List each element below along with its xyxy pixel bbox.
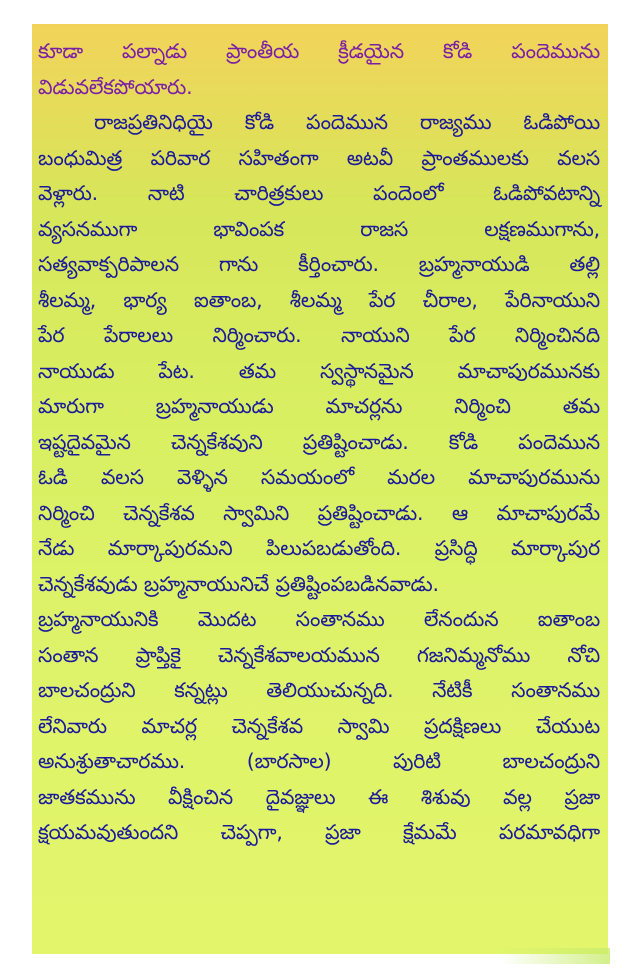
text-line: బ్రహ్మనాయునికి మొదట సంతానము లేనందున ఐతాంబ [38,607,600,631]
text-line: బాలచంద్రుని కన్నట్లు తెలియుచున్నది. నేటికీ సంతానము [38,678,600,702]
text-line: నాయుడు పేట. తమ స్వస్థానమైన మాచాపురమునకు [38,358,600,383]
text-line: బంధుమిత్ర పరివార సహితంగా అటవీ ప్రాంతములకు వలస [38,145,600,170]
text-line: పేర పేరాలలు నిర్మించారు. నాయుని పేర నిర్మించినది [38,323,600,347]
text-line: మారుగా బ్రహ్మనాయుడు మాచర్లను నిర్మించి తమ [38,394,600,418]
text-line: అనుశ్రుతాచారము. (బారసాల) పురిటి బాలచంద్రుని [38,749,600,773]
text-line: శీలమ్మ, భార్య ఐతాంబ, శీలమ్మ పేర చీరాల, పేరినాయుని [38,287,600,312]
text-line: ఓడి వలస వెళ్ళిన సమయంలో మరల మాచాపురమును [38,465,600,489]
text-line: వెళ్లారు. నాటి చారిత్రకులు పందెంలో ఓడిపోవటాన్ని [38,181,600,205]
text-line: విడువలేకపోయారు. [38,74,193,99]
text-line: కూడా పల్నాడు ప్రాంతీయ క్రీడయైన కోడి పందెమును [38,39,600,63]
text-line: జాతకమును వీక్షించిన దైవజ్ఞులు ఈ శిశువు వల్ల ప్రజా [38,784,600,809]
text-line: లేనివారు మాచర్ల చెన్నకేశవ స్వామి ప్రదక్షిణలు చేయుట [38,713,600,738]
text-line: నిర్మించి చెన్నకేశవ స్వామిని ప్రతిష్టించాడు. ఆ మాచాపురమే [38,500,600,525]
text-line: వ్యసనముగా భావింపక రాజస లక్షణముగాను, [38,216,600,241]
text-line: చెన్నకేశవుడు బ్రహ్మనాయునిచే ప్రతిష్టింపబడినవాడు. [38,571,439,596]
text-line: రాజప్రతినిధియై కోడి పందెమున రాజ్యము ఓడిపోయి [94,110,600,134]
text-line: సంతాన ప్రాప్తికై చెన్నకేశవాలయమున గజనిమ్మనోము నోచి [38,642,600,667]
document-page [32,24,608,954]
page-edge-shadow [500,948,610,964]
text-line: క్షయమవుతుందని చెప్పగా, ప్రజా క్షేమమే పరమావధిగా [38,820,600,844]
text-line: ఇష్టదైవమైన చెన్నకేశవుని ప్రతిష్టించాడు. కోడి పందెమున [38,429,600,454]
document-text [38,34,600,851]
text-line: నేడు మార్కాపురమని పిలుపబడుతోంది. ప్రసిద్ధి మార్కాపుర [38,536,600,560]
text-line: సత్యవాక్పరిపాలన గాను కీర్తించారు. బ్రహ్మనాయుడి తల్లి [38,252,600,276]
